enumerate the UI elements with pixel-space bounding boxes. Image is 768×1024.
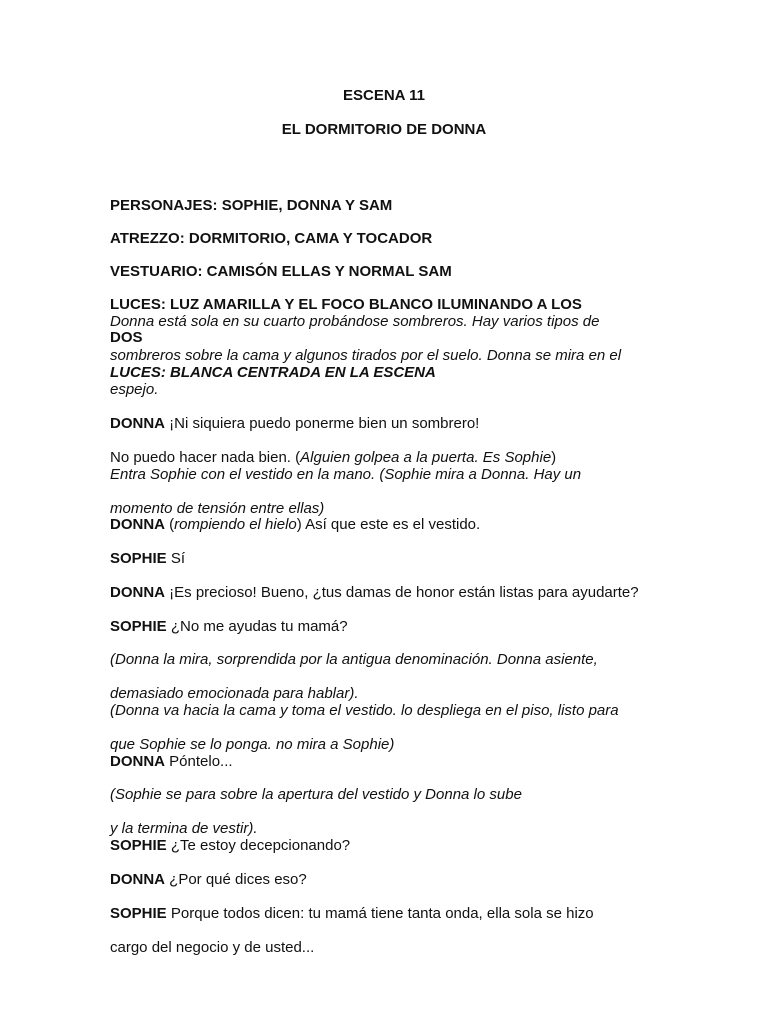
dialogue-text: ¡Es precioso! Bueno, ¿tus damas de honor están listas para ayudarte? [165,584,639,601]
stage-aside: Alguien golpea a la puerta. Es Sophie [300,449,552,466]
speaker-name: DONNA [110,584,165,601]
speaker-name: SOPHIE [110,618,167,635]
meta-props: ATREZZO: DORMITORIO, CAMA Y TOCADOR [110,230,433,248]
dialogue-text: cargo del negocio y de usted... [110,939,315,956]
dialogue-text: No puedo hacer nada bien. ( [110,449,301,466]
stage-line: y la termina de vestir). [110,820,258,837]
dialogue-sophie-4 [110,888,670,973]
dialogue-text: Sí [166,550,186,567]
scene-location: EL DORMITORIO DE DONNA [281,121,487,138]
lights-cue: LUCES: BLANCA CENTRADA EN LA ESCENA [110,364,436,381]
speaker-name: SOPHIE [110,905,167,922]
speaker-name: SOPHIE [110,837,167,854]
speaker-name: DONNA [110,753,165,770]
stage-line: demasiado emocionada para hablar). [110,685,359,702]
meta-costume: VESTUARIO: CAMISÓN ELLAS Y NORMAL SAM [110,263,452,281]
dialogue-text: Porque todos dicen: tu mamá tiene tanta onda, ella sola se hizo [166,905,594,922]
stage-line: que Sophie se lo ponga. no mira a Sophie) [110,736,395,753]
stage-line: (Sophie se para sobre la apertura del vestido y Donna lo sube [110,786,522,803]
speaker-name: DONNA [110,415,165,432]
dialogue-text: ¿No me ayudas tu mamá? [166,618,348,635]
dialogue-text: Póntelo... [165,753,233,770]
dialogue-text: ) [551,449,557,466]
speaker-name: DONNA [110,871,165,888]
dialogue-text: ¿Por qué dices eso? [165,871,307,888]
dialogue-text: ¿Te estoy decepcionando? [166,837,351,854]
meta-characters: PERSONAJES: SOPHIE, DONNA Y SAM [110,197,393,215]
stage-line: espejo. [110,381,159,398]
dialogue-text: ) Así que este es el vestido. [296,516,481,533]
stage-line: Donna está sola en su cuarto probándose sombreros. Hay varios tipos de [110,313,600,330]
scene-number: ESCENA 11 [343,87,425,104]
dialogue-text: ( [165,516,175,533]
stage-line: sombreros sobre la cama y algunos tirados por el suelo. Donna se mira en el [110,347,622,364]
stage-line: (Donna la mira, sorprendida por la antigua denominación. Donna asiente, [110,651,598,668]
meta-lights-cont: DOS [110,328,143,346]
stage-line: Entra Sophie con el vestido en la mano. (Sophie mira a Donna. Hay un [110,466,582,483]
meta-lights: LUCES: LUZ AMARILLA Y EL FOCO BLANCO ILUMINANDO A LOS [110,295,582,313]
dialogue-text: ¡Ni siquiera puedo ponerme bien un sombrero! [165,415,480,432]
stage-line: (Donna va hacia la cama y toma el vestido. lo despliega en el piso, listo para [110,702,619,719]
speaker-name: SOPHIE [110,550,167,567]
stage-line: momento de tensión entre ellas) [110,500,325,517]
stage-aside: rompiendo el hielo [174,516,297,533]
speaker-name: DONNA [110,516,165,533]
